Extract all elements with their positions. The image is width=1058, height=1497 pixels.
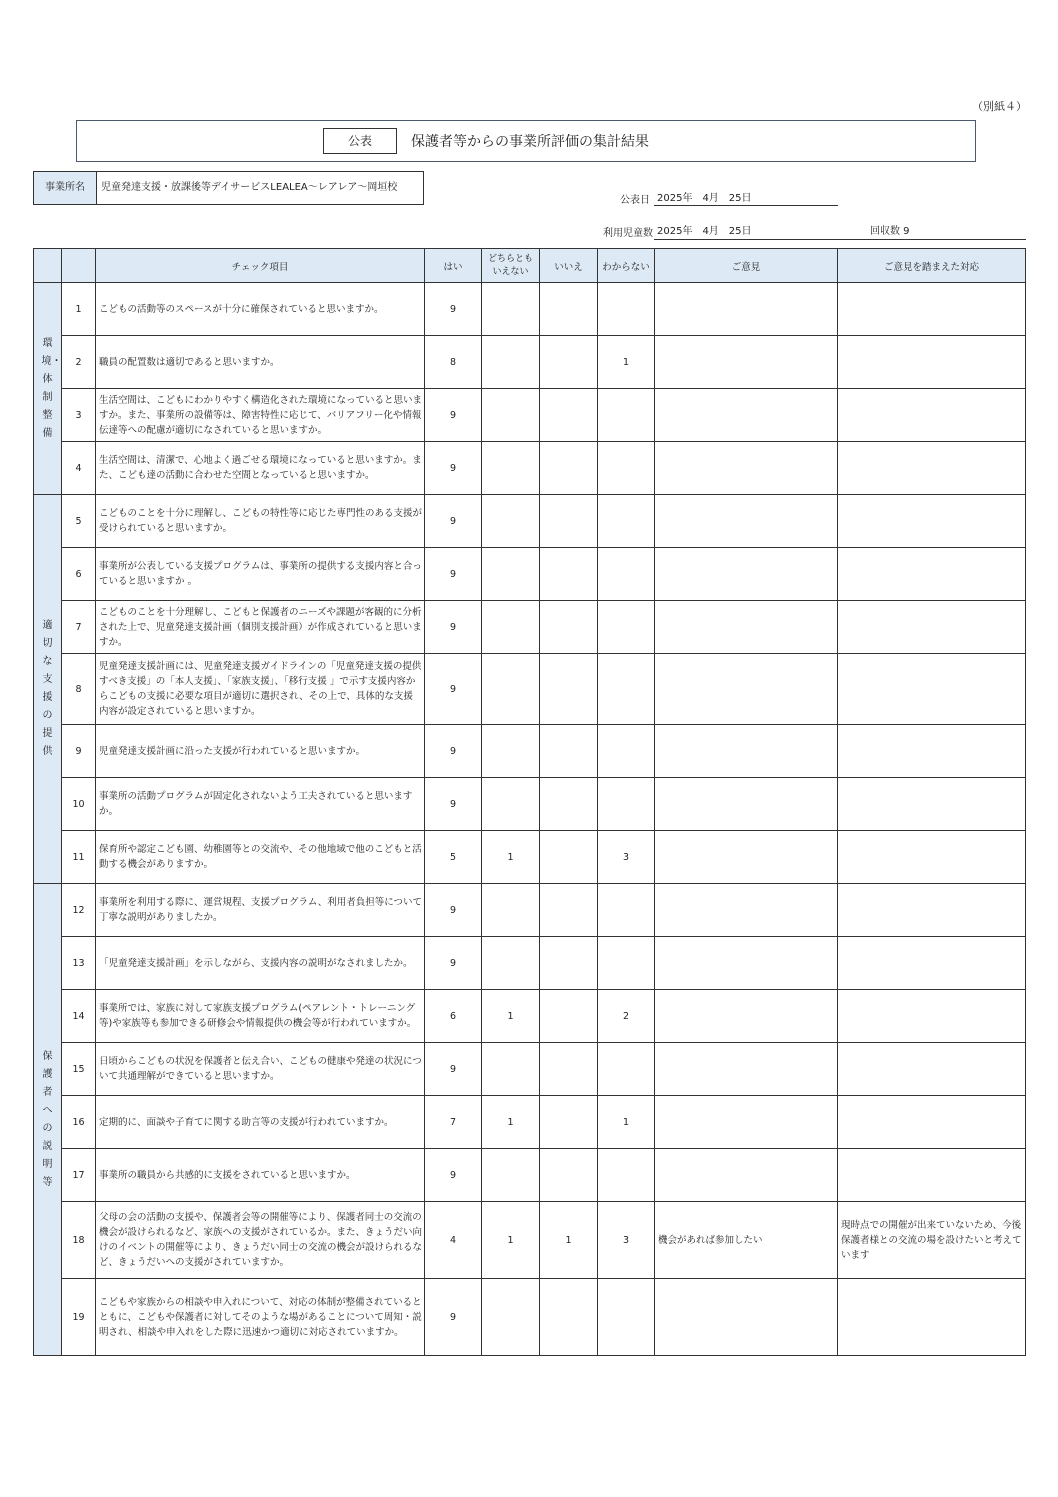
unknown-count: [598, 778, 655, 831]
opinion-cell: [655, 389, 838, 442]
publish-date-label: 公表日: [620, 195, 650, 206]
question-text: 日頃からこどもの状況を保護者と伝え合い、こどもの健康や発達の状況について共通理解ができていると思いますか。: [96, 1043, 425, 1096]
unknown-count: 1: [598, 1096, 655, 1149]
category-text: 保護者への説明等: [42, 1050, 53, 1188]
row-number: 12: [62, 884, 96, 937]
yes-count: 9: [425, 548, 482, 601]
yes-count: 9: [425, 654, 482, 725]
header-opinion: ご意見: [655, 249, 838, 283]
table-row: [34, 937, 1026, 990]
unknown-count: [598, 937, 655, 990]
unknown-count: [598, 1279, 655, 1356]
neither-count: [482, 495, 540, 548]
neither-count: [482, 601, 540, 654]
category-text: 環境・体制整備: [41, 337, 62, 439]
opinion-cell: [655, 548, 838, 601]
unknown-count: 3: [598, 1202, 655, 1279]
category-label: [34, 495, 62, 884]
opinion-cell: [655, 725, 838, 778]
opinion-cell: [655, 831, 838, 884]
neither-count: [482, 884, 540, 937]
yes-count: 9: [425, 778, 482, 831]
yes-count: 9: [425, 937, 482, 990]
table-row: [34, 442, 1026, 495]
neither-count: 1: [482, 1096, 540, 1149]
table-row: [34, 389, 1026, 442]
yes-count: 5: [425, 831, 482, 884]
row-number: 15: [62, 1043, 96, 1096]
neither-count: 1: [482, 1202, 540, 1279]
no-count: [540, 725, 598, 778]
unknown-count: 1: [598, 336, 655, 389]
opinion-cell: [655, 778, 838, 831]
question-text: 事業所を利用する際に、運営規程、支援プログラム、利用者負担等について丁寧な説明がありましたか。: [96, 884, 425, 937]
no-count: [540, 1279, 598, 1356]
table-row: [34, 548, 1026, 601]
question-text: 職員の配置数は適切であると思いますか。: [96, 336, 425, 389]
unknown-count: [598, 884, 655, 937]
table-row: [34, 1043, 1026, 1096]
opinion-cell: [655, 1043, 838, 1096]
response-cell: [838, 389, 1026, 442]
unknown-count: [598, 1149, 655, 1202]
table-row: [34, 1202, 1026, 1279]
response-cell: [838, 990, 1026, 1043]
no-count: [540, 389, 598, 442]
response-cell: 現時点での開催が出来ていないため、今後保護者様との交流の場を設けたいと考えています: [838, 1202, 1026, 1279]
question-text: 父母の会の活動の支援や、保護者会等の開催等により、保護者同士の交流の機会が設けられるなど、家族への支援がされているか。また、きょうだい向けのイベントの開催等により、きょうだい同士の交流の機会が設けられるなど、きょうだいへの支援がされていますか。: [96, 1202, 425, 1279]
row-number: 3: [62, 389, 96, 442]
row-number: 9: [62, 725, 96, 778]
neither-count: [482, 1279, 540, 1356]
unknown-count: [598, 442, 655, 495]
no-count: [540, 831, 598, 884]
neither-count: [482, 548, 540, 601]
table-row: [34, 1096, 1026, 1149]
response-cell: [838, 601, 1026, 654]
no-count: [540, 1096, 598, 1149]
no-count: [540, 495, 598, 548]
header-no: いいえ: [540, 249, 598, 283]
header-yes: はい: [425, 249, 482, 283]
response-cell: [838, 778, 1026, 831]
no-count: [540, 884, 598, 937]
response-cell: [838, 495, 1026, 548]
response-cell: [838, 1149, 1026, 1202]
neither-count: [482, 389, 540, 442]
row-number: 8: [62, 654, 96, 725]
question-text: 事業所の活動プログラムが固定化されないよう工夫されていると思いますか。: [96, 778, 425, 831]
table-row: [34, 654, 1026, 725]
response-cell: [838, 1279, 1026, 1356]
neither-count: 1: [482, 831, 540, 884]
unknown-count: [598, 548, 655, 601]
row-number: 6: [62, 548, 96, 601]
row-number: 14: [62, 990, 96, 1043]
response-cell: [838, 283, 1026, 336]
unknown-count: [598, 654, 655, 725]
header-neither: どちらともいえない: [482, 249, 540, 283]
title-box: [76, 120, 976, 162]
users-date: 2025年 4月 25日: [657, 226, 752, 237]
survey-table: [33, 248, 1026, 1356]
yes-count: 9: [425, 725, 482, 778]
row-number: 10: [62, 778, 96, 831]
yes-count: 9: [425, 601, 482, 654]
question-text: 生活空間は、こどもにわかりやすく構造化された環境になっていると思いますか。また、事業所の設備等は、障害特性に応じて、バリアフリー化や情報伝達等への配慮が適切になされていると思いますか。: [96, 389, 425, 442]
table-row: [34, 283, 1026, 336]
returns-count: 回収数 9: [870, 226, 910, 237]
no-count: [540, 937, 598, 990]
table-row: [34, 1279, 1026, 1356]
question-text: 「児童発達支援計画」を示しながら、支援内容の説明がなされましたか。: [96, 937, 425, 990]
table-row: [34, 778, 1026, 831]
yes-count: 9: [425, 1043, 482, 1096]
question-text: 事業所の職員から共感的に支援をされていると思いますか。: [96, 1149, 425, 1202]
unknown-count: 2: [598, 990, 655, 1043]
attachment-label: （別紙４）: [972, 100, 1027, 113]
response-cell: [838, 937, 1026, 990]
opinion-cell: 機会があれば参加したい: [655, 1202, 838, 1279]
question-text: 保育所や認定こども園、幼稚園等との交流や、その他地域で他のこどもと活動する機会がありますか。: [96, 831, 425, 884]
opinion-cell: [655, 990, 838, 1043]
opinion-cell: [655, 601, 838, 654]
no-count: [540, 1149, 598, 1202]
row-number: 11: [62, 831, 96, 884]
users-count-label: 利用児童数: [603, 228, 653, 239]
opinion-cell: [655, 1149, 838, 1202]
response-cell: [838, 336, 1026, 389]
question-text: こどもの活動等のスペースが十分に確保されていると思いますか。: [96, 283, 425, 336]
row-number: 17: [62, 1149, 96, 1202]
response-cell: [838, 831, 1026, 884]
row-number: 1: [62, 283, 96, 336]
unknown-count: [598, 389, 655, 442]
row-number: 18: [62, 1202, 96, 1279]
neither-count: [482, 442, 540, 495]
row-number: 19: [62, 1279, 96, 1356]
question-text: こどもや家族からの相談や申入れについて、対応の体制が整備されているとともに、こどもや保護者に対してそのような場があることについて周知・説明され、相談や申入れをした際に迅速かつ適切に対応されていますか。: [96, 1279, 425, 1356]
neither-count: [482, 937, 540, 990]
office-box: [33, 171, 424, 205]
yes-count: 7: [425, 1096, 482, 1149]
publish-date: 2025年 4月 25日: [654, 189, 838, 206]
yes-count: 9: [425, 442, 482, 495]
row-number: 13: [62, 937, 96, 990]
unknown-count: [598, 283, 655, 336]
response-cell: [838, 654, 1026, 725]
row-number: 16: [62, 1096, 96, 1149]
no-count: [540, 548, 598, 601]
yes-count: 8: [425, 336, 482, 389]
neither-count: [482, 283, 540, 336]
yes-count: 9: [425, 389, 482, 442]
table-row: [34, 336, 1026, 389]
yes-count: 9: [425, 283, 482, 336]
no-count: 1: [540, 1202, 598, 1279]
opinion-cell: [655, 654, 838, 725]
neither-count: [482, 654, 540, 725]
page-title: 保護者等からの事業所評価の集計結果: [411, 134, 649, 150]
no-count: [540, 442, 598, 495]
response-cell: [838, 1096, 1026, 1149]
table-row: [34, 1149, 1026, 1202]
office-name: 児童発達支援・放課後等デイサービスLEALEA～レアレア～岡垣校: [101, 182, 398, 193]
no-count: [540, 1043, 598, 1096]
yes-count: 9: [425, 1149, 482, 1202]
header-blank: [34, 249, 62, 283]
no-count: [540, 990, 598, 1043]
table-row: [34, 831, 1026, 884]
opinion-cell: [655, 336, 838, 389]
neither-count: [482, 336, 540, 389]
opinion-cell: [655, 937, 838, 990]
response-cell: [838, 1043, 1026, 1096]
row-number: 4: [62, 442, 96, 495]
neither-count: [482, 778, 540, 831]
opinion-cell: [655, 442, 838, 495]
question-text: こどものことを十分理解し、こどもと保護者のニーズや課題が客観的に分析された上で、児童発達支援計画（個別支援計画）が作成されていると思いますか。: [96, 601, 425, 654]
response-cell: [838, 725, 1026, 778]
users-date-line: [654, 222, 1026, 240]
response-cell: [838, 548, 1026, 601]
opinion-cell: [655, 283, 838, 336]
category-label: [34, 884, 62, 1356]
question-text: 生活空間は、清潔で、心地よく過ごせる環境になっていると思いますか。また、こども達の活動に合わせた空間となっていると思いますか。: [96, 442, 425, 495]
header-response: ご意見を踏まえた対応: [838, 249, 1026, 283]
yes-count: 9: [425, 884, 482, 937]
unknown-count: [598, 725, 655, 778]
response-cell: [838, 442, 1026, 495]
neither-count: 1: [482, 990, 540, 1043]
opinion-cell: [655, 1279, 838, 1356]
header-unknown: わからない: [598, 249, 655, 283]
category-text: 適切な支援の提供: [42, 620, 53, 757]
no-count: [540, 778, 598, 831]
header-row: [34, 249, 1026, 283]
table-row: [34, 495, 1026, 548]
yes-count: 6: [425, 990, 482, 1043]
opinion-cell: [655, 1096, 838, 1149]
neither-count: [482, 1149, 540, 1202]
office-label: 事業所名: [34, 172, 97, 204]
yes-count: 4: [425, 1202, 482, 1279]
unknown-count: [598, 1043, 655, 1096]
question-text: 児童発達支援計画に沿った支援が行われていると思いますか。: [96, 725, 425, 778]
table-row: [34, 601, 1026, 654]
unknown-count: 3: [598, 831, 655, 884]
question-text: 事業所が公表している支援プログラムは、事業所の提供する支援内容と合っていると思いますか 。: [96, 548, 425, 601]
no-count: [540, 283, 598, 336]
unknown-count: [598, 601, 655, 654]
question-text: 事業所では、家族に対して家族支援プログラム(ペアレント・トレーニング等)や家族等も参加できる研修会や情報提供の機会等が行われていますか。: [96, 990, 425, 1043]
question-text: 児童発達支援計画には、児童発達支援ガイドラインの「児童発達支援の提供すべき支援」の「本人支援」、「家族支援」、「移行支援 」で示す支援内容からこどもの支援に必要な項目が適切に選択され、その上で、具体的な支援内容が設定されていると思いますか。: [96, 654, 425, 725]
response-cell: [838, 884, 1026, 937]
table-row: [34, 990, 1026, 1043]
question-text: こどものことを十分に理解し、こどもの特性等に応じた専門性のある支援が受けられていると思いますか。: [96, 495, 425, 548]
yes-count: 9: [425, 1279, 482, 1356]
question-text: 定期的に、面談や子育てに関する助言等の支援が行われていますか。: [96, 1096, 425, 1149]
opinion-cell: [655, 495, 838, 548]
row-number: 2: [62, 336, 96, 389]
category-label: [34, 283, 62, 495]
row-number: 7: [62, 601, 96, 654]
row-number: 5: [62, 495, 96, 548]
neither-count: [482, 1043, 540, 1096]
opinion-cell: [655, 884, 838, 937]
header-check: チェック項目: [96, 249, 425, 283]
public-badge: 公表: [323, 128, 397, 154]
no-count: [540, 601, 598, 654]
table-row: [34, 884, 1026, 937]
yes-count: 9: [425, 495, 482, 548]
no-count: [540, 654, 598, 725]
table-row: [34, 725, 1026, 778]
unknown-count: [598, 495, 655, 548]
header-blank: [62, 249, 96, 283]
neither-count: [482, 725, 540, 778]
no-count: [540, 336, 598, 389]
